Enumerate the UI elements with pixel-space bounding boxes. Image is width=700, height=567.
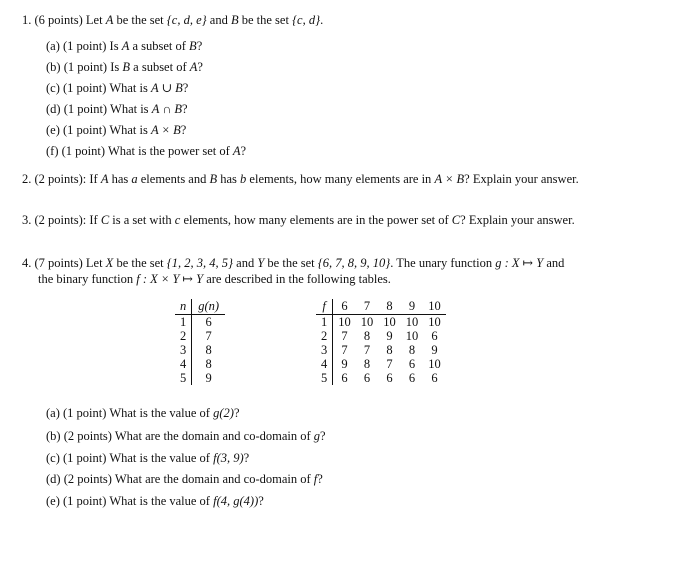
q1-stem	[22, 13, 323, 28]
part-math: B	[122, 60, 131, 74]
part-math: g(2)	[213, 406, 234, 420]
table-cell: 8	[386, 343, 393, 357]
part-text: Is	[109, 39, 119, 53]
table-cell: 10	[405, 315, 419, 329]
table-cell: 6	[386, 371, 393, 385]
table-header-cell: 9	[401, 299, 424, 315]
q2-text: ? Explain your answer.	[464, 172, 579, 186]
table-row	[316, 371, 446, 385]
table-row	[175, 329, 225, 343]
part-label: (e)	[46, 123, 60, 137]
q4-g-signature: g : X ↦ Y	[495, 256, 544, 270]
part-math: f(4, g(4))	[213, 494, 259, 508]
q1-part-c	[46, 81, 188, 96]
table-cell: 3	[175, 343, 192, 357]
part-text: ?	[182, 102, 188, 116]
part-points: (1 point)	[63, 406, 107, 420]
part-text: ?	[182, 81, 189, 95]
part-text: What is	[109, 123, 148, 137]
part-text: What is the value of	[109, 406, 210, 420]
table-cell: 4	[316, 357, 333, 371]
part-points: (1 point)	[63, 451, 107, 465]
part-label: (f)	[46, 144, 59, 158]
q2-number: 2.	[22, 172, 32, 186]
table-cell: 7	[341, 329, 348, 343]
part-math: A	[121, 39, 130, 53]
table-cell: 2	[316, 329, 333, 343]
part-math: f	[313, 472, 318, 486]
q4-part-c	[46, 451, 249, 466]
q2-text: has	[220, 172, 237, 186]
table-cell: 1	[316, 315, 333, 330]
table-cell: 7	[363, 343, 371, 357]
q1-text: and	[209, 13, 228, 27]
q4-text: (7 points) Let	[34, 256, 103, 270]
part-text: ?	[258, 494, 264, 508]
table-cell: 9	[386, 329, 393, 343]
q4-text: be the set	[267, 256, 315, 270]
table-row	[175, 315, 225, 330]
part-text: What is the power set of	[107, 144, 230, 158]
part-points: (2 points)	[63, 472, 112, 486]
table-row	[175, 357, 225, 371]
q1-part-a	[46, 39, 202, 54]
q2-math: b	[240, 172, 247, 186]
q1-math-B: B	[230, 13, 239, 27]
table-cell: 9	[205, 371, 212, 385]
part-math: B	[189, 39, 197, 53]
part-label: (d)	[46, 472, 61, 486]
part-points: (1 point)	[63, 494, 107, 508]
q3-math: C	[100, 213, 110, 227]
table-row	[175, 343, 225, 357]
part-points: (2 points)	[63, 429, 112, 443]
part-points: (1 point)	[61, 144, 106, 158]
q4-set-Y: {6, 7, 8, 9, 10}	[317, 256, 391, 270]
part-points: (1 point)	[63, 39, 107, 53]
q3-text: (2 points): If	[34, 213, 98, 227]
table-row	[316, 357, 446, 371]
part-math: f(3, 9)	[213, 451, 244, 465]
table-cell: 8	[408, 343, 416, 357]
part-text: ?	[320, 429, 326, 443]
part-math: A ∪ B	[150, 81, 183, 95]
q3-text: elements, how many elements are in the power set of	[183, 213, 449, 227]
part-label: (c)	[46, 81, 60, 95]
q3-number: 3.	[22, 213, 32, 227]
table-header-cell: n	[175, 299, 192, 315]
part-text: What is	[110, 102, 149, 116]
table-cell: 5	[175, 371, 192, 385]
table-header-cell: 7	[356, 299, 379, 315]
q4-text: and	[546, 256, 565, 270]
q1-text: .	[320, 13, 324, 27]
q4-stem-line2	[38, 272, 391, 287]
table-cell: 8	[205, 357, 212, 371]
part-points: (1 point)	[63, 81, 107, 95]
part-text: a subset of	[132, 39, 186, 53]
part-text: What are the domain and co-domain of	[114, 429, 311, 443]
part-math: A ∩ B	[151, 102, 183, 116]
part-math: g	[313, 429, 321, 443]
q3-stem	[22, 213, 575, 228]
q4-text: are described in the following tables.	[206, 272, 391, 286]
q4-part-b	[46, 429, 326, 444]
q1-text: Let	[85, 13, 103, 27]
table-cell: 7	[205, 329, 212, 343]
table-header-cell: 6	[333, 299, 356, 315]
q4-stem-line1	[22, 256, 564, 271]
q4-math: X	[105, 256, 114, 270]
table-header-cell: f	[316, 299, 333, 315]
table-cell: 4	[175, 357, 192, 371]
q1-text: be the set	[116, 13, 164, 27]
q1-number: 1.	[22, 13, 32, 27]
table-cell: 6	[408, 371, 416, 385]
table-cell: 6	[205, 315, 212, 329]
table-cell: 10	[428, 357, 441, 371]
part-label: (d)	[46, 102, 61, 116]
part-text: ?	[233, 406, 240, 420]
q4-number: 4.	[22, 256, 32, 270]
part-points: (1 point)	[63, 60, 108, 74]
part-label: (c)	[46, 451, 60, 465]
part-text: ?	[317, 472, 323, 486]
q3-math: c	[174, 213, 181, 227]
table-cell: 6	[408, 357, 416, 371]
q1-part-b	[46, 60, 203, 75]
q3-math: C	[451, 213, 461, 227]
table-row	[316, 315, 446, 330]
part-text: What are the domain and co-domain of	[114, 472, 311, 486]
q2-text: has	[111, 172, 129, 186]
table-cell: 10	[383, 315, 396, 329]
table-cell: 6	[431, 371, 438, 385]
q3-text: ? Explain your answer.	[460, 213, 575, 227]
q4-text: be the set	[116, 256, 164, 270]
part-text: What is the value of	[109, 451, 210, 465]
table-cell: 7	[386, 357, 393, 371]
table-cell: 10	[338, 315, 351, 329]
part-math: A	[189, 60, 198, 74]
part-label: (e)	[46, 494, 60, 508]
table-cell: 5	[316, 371, 333, 385]
table-cell: 8	[205, 343, 212, 357]
q2-math: a	[131, 172, 138, 186]
table-cell: 1	[175, 315, 192, 330]
q1-set-A: {c, d, e}	[166, 13, 207, 27]
q1-part-e	[46, 123, 186, 138]
q2-stem	[22, 172, 579, 187]
q4-text: the binary function	[38, 272, 134, 286]
table-cell: 10	[428, 315, 441, 329]
part-text: ?	[196, 39, 203, 53]
part-points: (1 point)	[63, 123, 107, 137]
table-row	[175, 371, 225, 385]
table-header-cell: 10	[423, 299, 446, 315]
part-text: Is	[110, 60, 120, 74]
table-cell: 6	[341, 371, 348, 385]
table-cell: 9	[431, 343, 438, 357]
part-text: ?	[180, 123, 187, 137]
table-cell: 7	[341, 343, 348, 357]
part-math: A	[232, 144, 241, 158]
part-label: (a)	[46, 39, 60, 53]
table-header-row	[175, 299, 225, 315]
q4-text: . The unary function	[390, 256, 493, 270]
q2-math: A × B	[434, 172, 465, 186]
table-cell: 8	[363, 329, 371, 343]
table-cell: 2	[175, 329, 192, 343]
q3-text: is a set with	[112, 213, 172, 227]
part-text: What is the value of	[109, 494, 210, 508]
part-text: a subset of	[133, 60, 187, 74]
part-text: ?	[197, 60, 203, 74]
q2-text: elements, how many elements are in	[249, 172, 432, 186]
table-header-cell: 8	[378, 299, 401, 315]
q2-text: elements and	[140, 172, 207, 186]
q1-math-A: A	[105, 13, 114, 27]
part-points: (1 point)	[63, 102, 108, 116]
table-row	[316, 343, 446, 357]
part-math: A × B	[150, 123, 181, 137]
table-row	[316, 329, 446, 343]
table-cell: 10	[360, 315, 374, 329]
f-function-table	[316, 299, 446, 385]
q1-part-d	[46, 102, 188, 117]
part-text: ?	[240, 144, 247, 158]
g-function-table	[175, 299, 225, 385]
q2-math: B	[209, 172, 218, 186]
table-cell: 6	[363, 371, 371, 385]
q4-part-a	[46, 406, 240, 421]
q4-math: Y	[257, 256, 265, 270]
table-cell: 8	[363, 357, 371, 371]
table-cell: 6	[431, 329, 438, 343]
part-text: ?	[243, 451, 250, 465]
q4-part-e	[46, 494, 264, 509]
q1-part-f	[46, 144, 246, 159]
q2-math: A	[100, 172, 109, 186]
q4-part-d	[46, 472, 323, 487]
table-cell: 9	[341, 357, 348, 371]
table-header-row	[316, 299, 446, 315]
part-label: (b)	[46, 60, 61, 74]
part-label: (b)	[46, 429, 61, 443]
table-cell: 3	[316, 343, 333, 357]
q1-points: (6 points)	[34, 13, 83, 27]
q4-text: and	[236, 256, 255, 270]
q2-text: (2 points): If	[34, 172, 98, 186]
table-header-cell: g(n)	[192, 299, 225, 315]
part-text: What is	[109, 81, 148, 95]
q1-text: be the set	[241, 13, 289, 27]
q4-set-X: {1, 2, 3, 4, 5}	[166, 256, 234, 270]
q4-f-signature: f : X × Y ↦ Y	[136, 272, 204, 286]
q1-set-B: {c, d}	[292, 13, 321, 27]
part-label: (a)	[46, 406, 60, 420]
table-cell: 10	[405, 329, 419, 343]
